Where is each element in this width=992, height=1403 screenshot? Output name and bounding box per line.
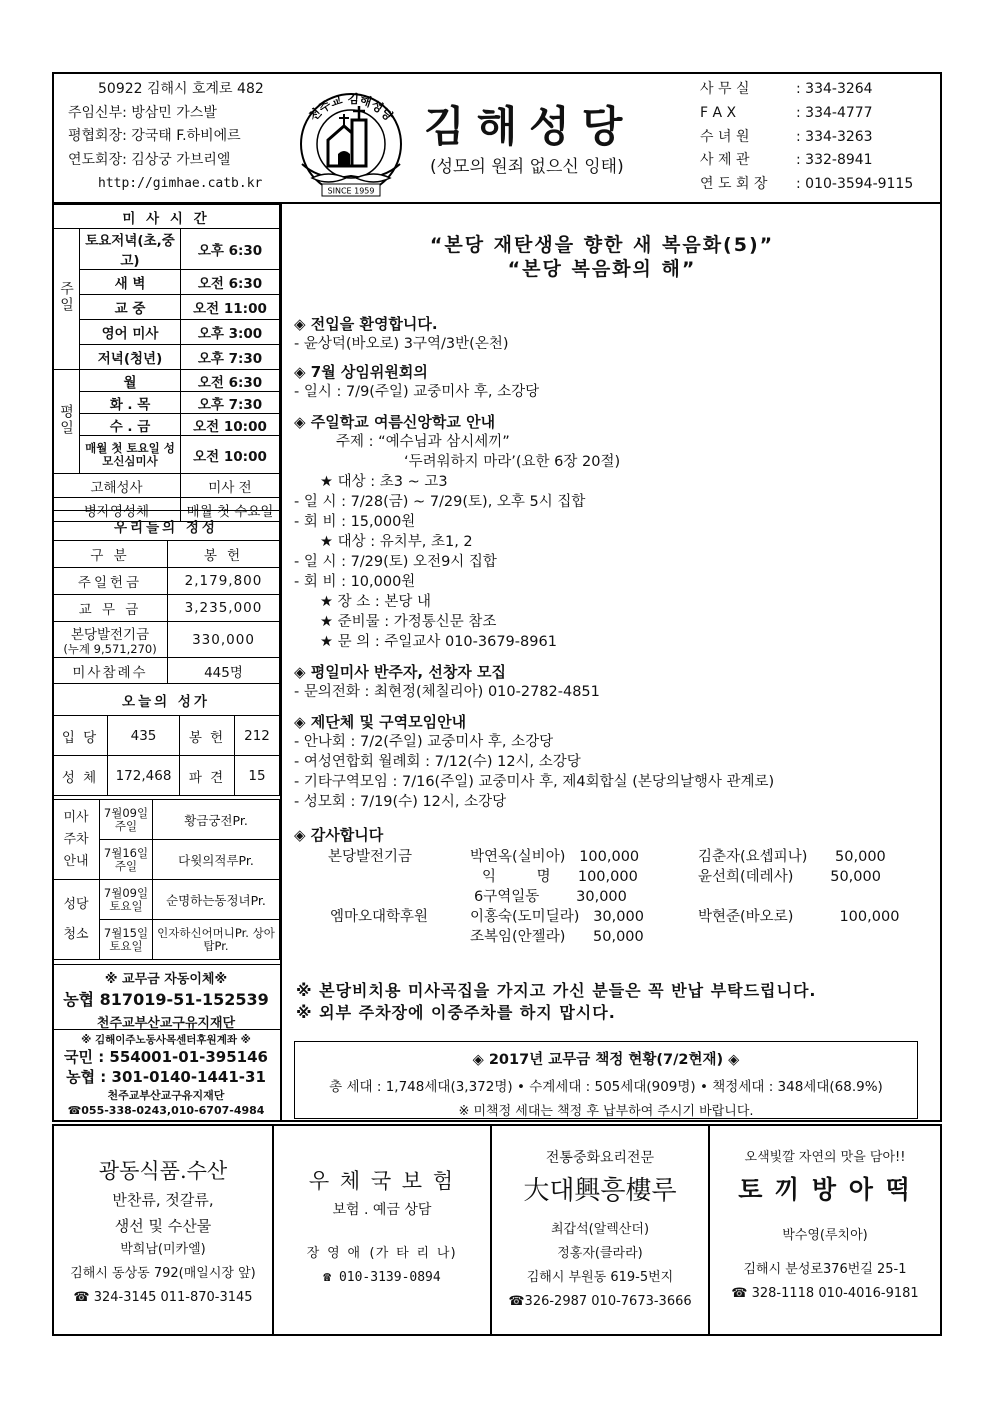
mass-time: 오후 6:30: [181, 229, 280, 270]
offering-col-header: 봉 헌: [168, 541, 280, 568]
organist-section: [294, 662, 600, 702]
groups-section: [294, 712, 774, 812]
contact-list: [700, 78, 913, 197]
group-item: - 안나회 : 7/2(주일) 교중미사 후, 소강당: [294, 734, 554, 750]
contact-row: F A X : 334-4777: [700, 104, 873, 121]
group-item: - 여성연합회 월례회 : 7/12(수) 12시, 소강당: [294, 754, 581, 770]
contact-row: 사 무 실 : 334-3264: [700, 81, 873, 97]
notice-parking: ※ 외부 주차장에 이중주차를 하지 맙시다.: [296, 1003, 616, 1022]
ad-line: 김해시 부원동 619-5번지: [526, 1270, 674, 1285]
ad-title: 大대興흥樓루: [523, 1176, 677, 1206]
hymn-label: 봉 헌: [180, 716, 235, 756]
thanks-emmaus-label: 엠마오대학후원: [330, 909, 429, 925]
header: [52, 72, 942, 204]
thanks-donor: 6구역일동 30,000: [474, 889, 627, 905]
section-body: - 윤상덕(바오로) 3구역/3반(온천): [294, 336, 509, 352]
school-date: - 일 시 : 7/29(토) 오전9시 집합: [294, 554, 497, 570]
weekday-label: 평일: [53, 370, 80, 474]
confession-label: 고해성사: [53, 474, 181, 498]
mass-time: 오전 11:00: [181, 295, 280, 320]
ad-line: ☎ 328-1118 010-4016-9181: [731, 1286, 919, 1301]
auto-transfer-owner: 천주교부산교구유지재단: [96, 1016, 236, 1031]
contact-row: 수 녀 원 : 334-3263: [700, 128, 873, 145]
ad-tagline: 오색빛깔 자연의 맛을 담아!!: [744, 1150, 906, 1165]
ad-gwangdong: [54, 1126, 272, 1334]
mass-name: 새 벽: [80, 270, 181, 295]
school-target: ★ 대상 : 유치부, 초1, 2: [320, 534, 473, 550]
ad-daeheungru: [490, 1126, 708, 1334]
ad-title: 토 끼 방 아 떡: [738, 1175, 912, 1204]
thanks-donor: 조복임(안젤라) 50,000: [470, 929, 644, 945]
mass-name: 수 . 금: [80, 414, 181, 436]
league-president: 연도회장: 김상궁 가브리엘: [68, 151, 231, 168]
offering-title: 우리들의 정성: [53, 511, 280, 541]
mass-time: 오후 7:30: [181, 392, 280, 414]
contact-row: 연 도 회 장 : 010-3594-9115: [700, 176, 914, 193]
council-president: 평협회장: 강국태 F.하비에르: [68, 128, 241, 144]
thanks-fund-label: 본당발전기금: [328, 849, 413, 865]
section-title: ◈ 평일미사 반주자, 선창자 모집: [294, 663, 507, 681]
thanks-donor: 익 명 100,000: [482, 869, 638, 885]
budget-title: ◈ 2017년 교무금 책정 현황(7/2현재) ◈: [472, 1052, 740, 1068]
duty-group: 다윗의적루Pr.: [153, 840, 280, 880]
pastor: 주임신부: 방삼민 가스발: [68, 104, 217, 121]
mass-name: 저녁(청년): [80, 345, 181, 370]
duty-table: [52, 799, 280, 960]
duty-date: 7월15일 토요일: [100, 920, 153, 960]
page-subtitle: (성모의 원죄 없으신 잉태): [430, 157, 624, 177]
hymn-number: 172,468: [108, 756, 180, 796]
mass-time: 오전 6:30: [181, 370, 280, 392]
labor-account-nh: 농협 : 301-0140-1441-31: [66, 1068, 266, 1086]
address: 50922 김해시 호계로 482: [98, 81, 264, 97]
hymn-label: 입 당: [53, 716, 108, 756]
ad-line: 반찬류, 젓갈류,: [112, 1191, 214, 1209]
summer-school-section: [294, 412, 620, 652]
labor-phone: ☎055-338-0243,010-6707-4984: [67, 1104, 265, 1117]
mass-name: 교 중: [80, 295, 181, 320]
school-inquiry: ★ 문 의 : 주일교사 010-3679-8961: [320, 634, 557, 650]
duty-date: 7월09일 토요일: [100, 880, 153, 920]
thanks-donor: 박현준(바오로) 100,000: [698, 909, 900, 925]
ad-post-insurance: [272, 1126, 490, 1334]
cleaning-label: 성당 청소: [53, 880, 100, 960]
ad-tagline: 전통중화요리전문: [545, 1150, 655, 1166]
labor-account-kb: 국민 : 554001-01-395146: [64, 1048, 268, 1066]
mass-name: 월: [80, 370, 181, 392]
budget-note: ※ 미책정 세대는 책정 후 납부하여 주시기 바랍니다.: [458, 1104, 754, 1119]
duty-date: 7월16일 주일: [100, 840, 153, 880]
mass-time: 오후 3:00: [181, 320, 280, 345]
contact-row: 사 제 관 : 332-8941: [700, 152, 873, 169]
mass-schedule-title: 미 사 시 간: [53, 205, 280, 229]
welcome-section: [294, 314, 509, 354]
hymn-label: 파 견: [180, 756, 235, 796]
school-theme-verse: ‘두려워하지 마라’(요한 6장 20절): [404, 454, 621, 470]
section-title: ◈ 주일학교 여름신앙학교 안내: [294, 413, 496, 431]
thanks-donor: 박연옥(실비아) 100,000: [470, 849, 640, 865]
sick-communion-label: 병자영성체: [53, 498, 181, 522]
confession-time: 미사 전: [181, 474, 280, 498]
mass-schedule-table: [52, 204, 280, 522]
offering-value: 3,235,000: [168, 595, 280, 622]
thanks-donor: 윤선희(데레사) 50,000: [698, 869, 881, 885]
header-info: [68, 78, 264, 196]
ad-line: ☎326-2987 010-7673-3666: [508, 1294, 692, 1309]
sick-communion-time: 매월 첫 수요일: [181, 498, 280, 522]
mass-name: 토요저녁(초,중고): [80, 229, 181, 270]
church-logo: [288, 86, 414, 198]
hymn-number: 435: [108, 716, 180, 756]
mass-time: 오전 10:00: [181, 414, 280, 436]
school-place: ★ 장 소 : 본당 내: [320, 594, 431, 610]
school-supplies: ★ 준비물 : 가정통신문 참조: [320, 614, 497, 630]
school-date: - 일 시 : 7/28(금) ~ 7/29(토), 오후 5시 집합: [294, 494, 586, 510]
school-fee: - 회 비 : 15,000원: [294, 514, 416, 530]
website-link[interactable]: http://gimhae.catb.kr: [98, 176, 263, 191]
offering-name: 본당발전기금 (누계 9,571,270): [53, 622, 168, 658]
logo-since: SINCE 1959: [327, 186, 375, 196]
ad-line: ☎ 324-3145 011-870-3145: [73, 1290, 253, 1305]
offering-table: [52, 510, 280, 684]
offering-name: 주일헌금: [53, 568, 168, 595]
group-item: - 성모회 : 7/19(수) 12시, 소강당: [294, 794, 507, 810]
labor-account-owner: 천주교부산교구유지재단: [107, 1089, 225, 1102]
offering-value: 445명: [168, 658, 280, 684]
mass-time: 오후 7:30: [181, 345, 280, 370]
ad-title: 광동식품.수산: [98, 1159, 228, 1183]
hymn-label: 성 체: [53, 756, 108, 796]
ad-line: 김해시 동상동 792(매일시장 앞): [70, 1266, 256, 1281]
auto-transfer-account: 농협 817019-51-152539: [63, 990, 269, 1009]
duty-group: 황금궁전Pr.: [153, 800, 280, 840]
ad-line: 최갑석(알렉산더): [550, 1222, 650, 1237]
advertisement-bar: [52, 1124, 942, 1336]
auto-transfer-title: ※ 교무금 자동이체※: [104, 972, 228, 987]
offering-value: 330,000: [168, 622, 280, 658]
page-title: 김해성당: [424, 102, 635, 151]
hymn-number: 212: [235, 716, 280, 756]
ad-line: ☎ 010-3139-0894: [323, 1270, 441, 1285]
mass-name: 영어 미사: [80, 320, 181, 345]
school-theme: 주제 : “예수님과 삼시세끼”: [336, 434, 510, 450]
ad-line: 정홍자(클라라): [557, 1246, 643, 1261]
offering-name: 미사참례수: [53, 658, 168, 684]
school-target: ★ 대상 : 초3 ~ 고3: [320, 474, 448, 490]
main-content: [282, 204, 942, 1122]
section-title: ◈ 7월 상임위원회의: [294, 363, 428, 381]
thanks-donor: 김춘자(요셉피나) 50,000: [698, 849, 886, 865]
duty-group: 인자하신어머니Pr. 상아탑Pr.: [153, 920, 280, 960]
subheadline: “본당 복음화의 해”: [507, 258, 697, 280]
mass-time: 오전 10:00: [181, 436, 280, 474]
ad-line: 보험 . 예금 상담: [332, 1202, 432, 1218]
section-title: ◈ 전입을 환영합니다.: [294, 315, 438, 333]
left-sidebar: [52, 204, 282, 1122]
logo-text: 천주교 김해성당: [306, 91, 396, 124]
section-title: ◈ 제단체 및 구역모임안내: [294, 713, 467, 731]
duty-date: 7월09일 주일: [100, 800, 153, 840]
hymn-number: 15: [235, 756, 280, 796]
auto-transfer-box: [52, 964, 280, 1030]
ad-tokki-rice-cake: [708, 1126, 940, 1334]
ad-line: 박수영(루치아): [782, 1228, 868, 1243]
budget-summary: 총 세대 : 1,748세대(3,372명) • 수계세대 : 505세대(909명) • 책정세대 : 348세대(68.9%): [329, 1079, 883, 1095]
ad-line: 박희남(미카엘): [120, 1242, 206, 1257]
group-item: - 기타구역모임 : 7/16(주일) 교중미사 후, 제4회합실 (본당의날행사 관계로): [294, 774, 775, 790]
mass-name: 화 . 목: [80, 392, 181, 414]
offering-name: 교 무 금: [53, 595, 168, 622]
offering-col-header: 구 분: [53, 541, 168, 568]
labor-center-title: ※ 김해이주노동사목센터후원계좌 ※: [81, 1034, 251, 1046]
mass-name: 매월 첫 토요일 성모신심미사: [80, 436, 181, 474]
committee-section: [294, 362, 539, 402]
notice-songbook: ※ 본당비치용 미사곡집을 가지고 가신 분들은 꼭 반납 부탁드립니다.: [296, 981, 817, 1000]
hymns-table: [52, 683, 280, 796]
section-title: ◈ 감사합니다: [294, 826, 384, 844]
duty-group: 순명하는동정녀Pr.: [153, 880, 280, 920]
ad-line: 생선 및 수산물: [114, 1217, 212, 1235]
hymns-title: 오늘의 성가: [53, 684, 280, 716]
section-body: - 문의전화 : 최현정(체칠리아) 010-2782-4851: [294, 684, 600, 700]
offering-value: 2,179,800: [168, 568, 280, 595]
ad-title: 우 체 국 보 험: [308, 1169, 456, 1193]
thanks-section: [294, 825, 383, 845]
ad-line: 장 영 애 (가 타 리 나): [306, 1246, 458, 1261]
ad-line: 김해시 분성로376번길 25-1: [743, 1262, 907, 1277]
school-fee: - 회 비 : 10,000원: [294, 574, 416, 590]
budget-status-box: [294, 1041, 918, 1119]
thanks-donor: 이홍숙(도미딜라) 30,000: [470, 909, 644, 925]
headline: “본당 재탄생을 향한 새 복음화(5)”: [429, 234, 775, 256]
section-body: - 일시 : 7/9(주일) 교중미사 후, 소강당: [294, 384, 540, 400]
sunday-label: 주일: [53, 229, 80, 370]
labor-center-box: [52, 1032, 280, 1117]
mass-time: 오전 6:30: [181, 270, 280, 295]
parking-guide-label: 미사 주차 안내: [53, 800, 100, 880]
